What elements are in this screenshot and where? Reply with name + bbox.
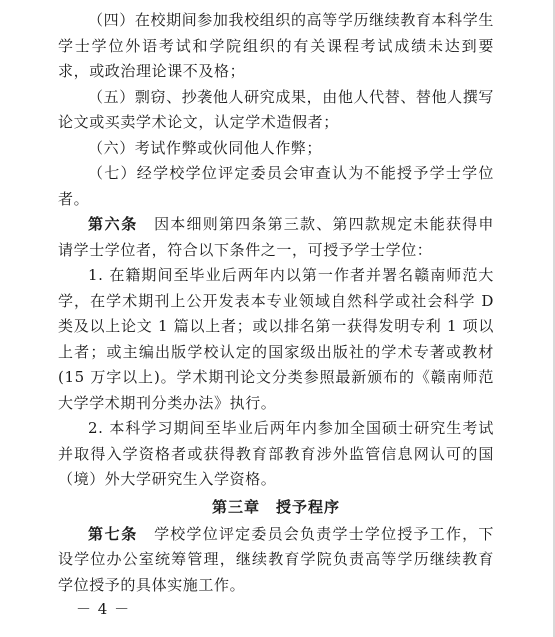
condition-1 [58, 263, 494, 416]
paragraph-text: （六）考试作弊或伙同他人作弊； [88, 138, 323, 157]
article-6-heading: 第六条 [88, 215, 138, 233]
article-7 [58, 522, 494, 599]
condition-2 [58, 416, 494, 493]
article-6-text: 因本细则第四条第三款、第四款规定未能获得申请学士学位者，符合以下条件之一，可授予学士学位： [58, 215, 494, 259]
article-6 [58, 212, 494, 263]
paragraph-item-4 [58, 8, 494, 85]
article-7-text: 学校学位评定委员会负责学士学位授予工作，下设学位办公室统筹管理，继续教育学院负责高等学历继续教育学位授予的具体实施工作。 [58, 524, 494, 594]
paragraph-text: （五）剽窃、抄袭他人研究成果，由他人代替、替他人撰写论文或买卖学术论文，认定学术造假者； [58, 87, 494, 131]
condition-1-text: 1. 在籍期间至毕业后两年内以第一作者并署名赣南师范大学，在学术期刊上公开发表本专业领域自然科学或社会科学 D 类及以上论文 1 篇以上者；或以排名第一获得发明专利 1 项以上者；或主编出版学校认定的国家级出版社的学术专著或教材(15 万字以上)。学术期刊论文分类参照最新颁布的《赣南师范大学学术期刊分类办法》执行。 [58, 266, 494, 412]
chapter-heading: 第三章 授予程序 [211, 497, 340, 516]
paragraph-item-7 [58, 161, 494, 212]
article-7-heading: 第七条 [88, 524, 138, 543]
document-body [58, 8, 494, 598]
condition-2-text: 2. 本科学习期间至毕业后两年内参加全国硕士研究生考试并取得入学资格者或获得教育部教育涉外监管信息网认可的国（境）外大学研究生入学资格。 [58, 419, 494, 488]
paragraph-text: （七）经学校学位评定委员会审查认为不能授予学士学位者。 [58, 164, 494, 208]
paragraph-item-5 [58, 85, 494, 136]
paragraph-text: （四）在校期间参加我校组织的高等学历继续教育本科学生学士学位外语考试和学院组织的有关课程考试成绩未达到要求，或政治理论课不及格； [58, 11, 494, 80]
page-number: － 4 － [76, 600, 131, 618]
paragraph-item-6 [58, 136, 494, 162]
